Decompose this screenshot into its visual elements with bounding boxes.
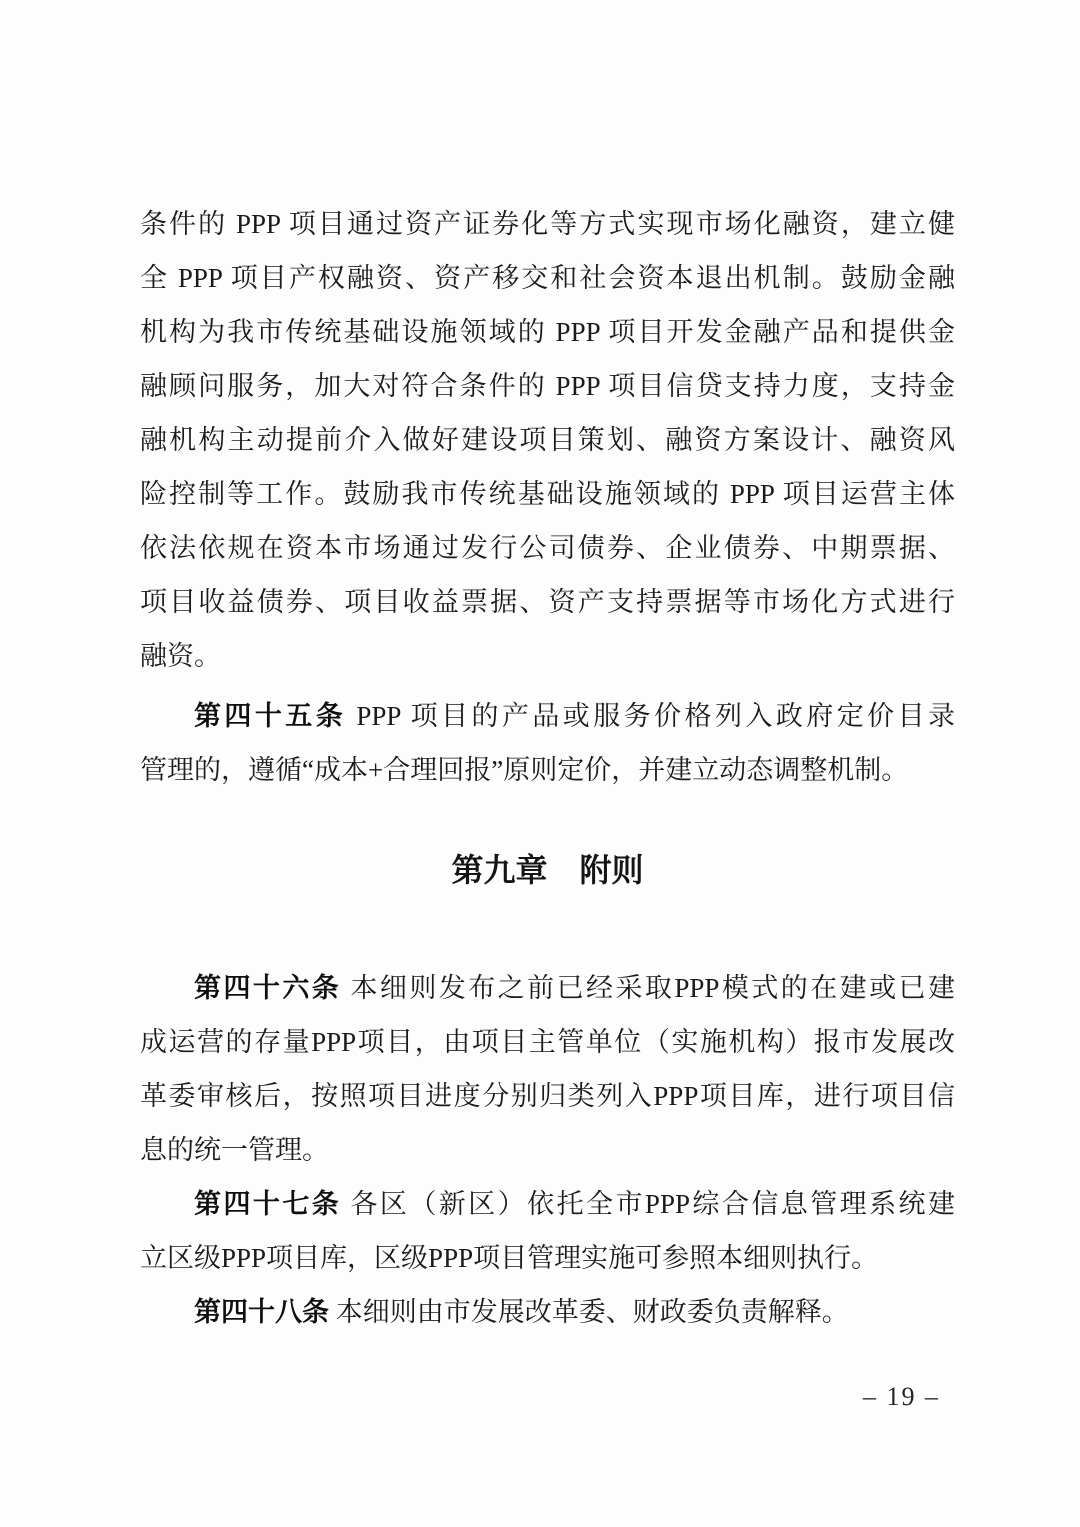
- page-number: – 19 –: [863, 1382, 940, 1411]
- paragraph-line: 革委审核后，按照项目进度分别归类列入PPP项目库，进行项目信: [140, 1081, 955, 1111]
- paragraph-line: 机构为我市传统基础设施领域的 PPP 项目开发金融产品和提供金: [140, 317, 955, 347]
- paragraph-line: 项目收益债券、项目收益票据、资产支持票据等市场化方式进行: [140, 587, 955, 617]
- paragraph-line: 融机构主动提前介入做好建设项目策划、融资方案设计、融资风: [140, 425, 955, 455]
- article-46-term: 第四十六条: [194, 973, 342, 1003]
- paragraph-line: 险控制等工作。鼓励我市传统基础设施领域的 PPP 项目运营主体: [140, 479, 955, 509]
- paragraph-line: 融顾问服务，加大对符合条件的 PPP 项目信贷支持力度，支持金: [140, 371, 955, 401]
- paragraph-line: 息的统一管理。: [140, 1135, 329, 1165]
- paragraph-line: [140, 961, 955, 1015]
- paragraph-line: 依法依规在资本市场通过发行公司债券、企业债券、中期票据、: [140, 533, 955, 563]
- paragraph-line: 立区级PPP项目库，区级PPP项目管理实施可参照本细则执行。: [140, 1243, 879, 1273]
- article-48-text: 本细则由市发展改革委、财政委负责解释。: [329, 1297, 849, 1327]
- article-47: [140, 1177, 955, 1285]
- paragraph-line: [140, 1285, 955, 1339]
- paragraph-line: 全 PPP 项目产权融资、资产移交和社会资本退出机制。鼓励金融: [140, 263, 955, 293]
- document-body: [140, 197, 955, 1339]
- chapter-heading: 第九章 附则: [451, 852, 644, 888]
- paragraph-line: 融资。: [140, 641, 221, 671]
- article-45-term: 第四十五条: [194, 701, 347, 731]
- article-46: [140, 961, 955, 1177]
- article-45: [140, 689, 955, 797]
- paragraph-line: 成运营的存量PPP项目，由项目主管单位（实施机构）报市发展改: [140, 1027, 955, 1057]
- paragraph-line: 管理的，遵循“成本+合理回报”原则定价，并建立动态调整机制。: [140, 755, 909, 785]
- paragraph-line: [140, 1177, 955, 1231]
- article-48-term: 第四十八条: [194, 1297, 329, 1327]
- article-45-text: PPP 项目的产品或服务价格列入政府定价目录: [346, 701, 955, 731]
- paragraph-line: [140, 689, 955, 743]
- article-47-text: 各区（新区）依托全市PPP综合信息管理系统建: [341, 1189, 955, 1219]
- paragraph-line: 条件的 PPP 项目通过资产证券化等方式实现市场化融资，建立健: [140, 209, 955, 239]
- article-47-term: 第四十七条: [194, 1189, 342, 1219]
- article-46-text: 本细则发布之前已经采取PPP模式的在建或已建: [341, 973, 955, 1003]
- article-48: [140, 1285, 955, 1339]
